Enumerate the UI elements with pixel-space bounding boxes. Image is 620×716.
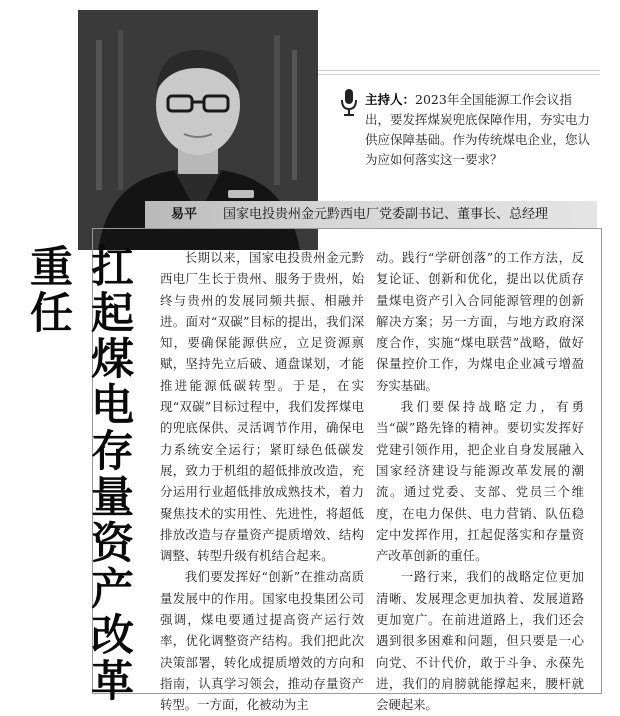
host-question-text: 2023年全国能源工作会议指出，要发挥煤炭兜底保障作用，夯实电力供应保障基础。作为传统煤电企业，您认为应如何落实这一要求？ bbox=[365, 92, 591, 167]
paragraph: 我们要保持战略定力，有勇当“碳”路先锋的精神。要切实发挥好党建引领作用，把企业自身发展融入国家经济建设与能源改革发展的潮流。通过党委、支部、党员三个维度，在电力保供、电力营销、队伍稳定中发挥作用，扛起促落实和存量资产改革创新的重任。 bbox=[376, 399, 584, 564]
interviewee-title: 国家电投贵州金元黔西电厂党委副书记、董事长、总经理 bbox=[223, 207, 549, 222]
host-label: 主持人： bbox=[365, 92, 416, 107]
paragraph: 动。践行“学研创落”的工作方法，反复论证、创新和优化，提出以优质存量煤电资产引入合同能源管理的创新解决方案；另一方面，与地方政府深度合作，实施“煤电联营”战略，做好保量控价工作，为煤电企业减亏增盈夯实基础。 bbox=[376, 250, 584, 393]
paragraph: 我们要发挥好“创新”在推动高质量发展中的作用。国家电投集团公司强调，煤电要通过提高资产运行效率，优化调整资产结构。我们把此次决策部署，转化成提质增效的方向和指南，认真学习领会，推动存量资产转型。一方面，化被动为主 bbox=[160, 569, 364, 713]
article-column-1 bbox=[160, 247, 364, 713]
host-question-box bbox=[325, 84, 595, 176]
decorative-rule bbox=[300, 70, 600, 71]
decorative-rule bbox=[300, 74, 600, 75]
paragraph: 一路行来，我们的战略定位更加清晰、发展理念更加执着、发展道路更加宽广。在前进道路上，我们还会遇到很多困难和问题，但只要是一心向党、不计代价，敢于斗争、永葆先进，我们的肩膀就能撑起来，腰杆就会硬起来。 bbox=[376, 569, 584, 713]
byline-bar bbox=[145, 201, 597, 228]
microphone-icon bbox=[339, 88, 359, 118]
article-headline: 扛起煤电存量资产改革重任 bbox=[23, 244, 134, 704]
host-question bbox=[365, 90, 593, 170]
article-column-2 bbox=[376, 247, 584, 713]
paragraph: 长期以来，国家电投贵州金元黔西电厂生长于贵州、服务于贵州，始终与贵州的发展同频共振、相融并进。面对“双碳”目标的提出，我们深知，要确保能源供应，立足资源禀赋，坚持先立后破、通盘谋划，才能推进能源低碳转型。于是，在实现“双碳”目标过程中，我们发挥煤电的兜底保供、灵活调节作用，确保电力系统安全运行；紧盯绿色低碳发展，致力于机组的超低排放改造，充分运用行业超低排放成熟技术，着力聚焦技术的实用性、先进性，将超低排放改造与存量资产提质增效、结构调整、转型升级有机结合起来。 bbox=[160, 250, 364, 564]
interviewee-name: 易平 bbox=[171, 207, 198, 222]
